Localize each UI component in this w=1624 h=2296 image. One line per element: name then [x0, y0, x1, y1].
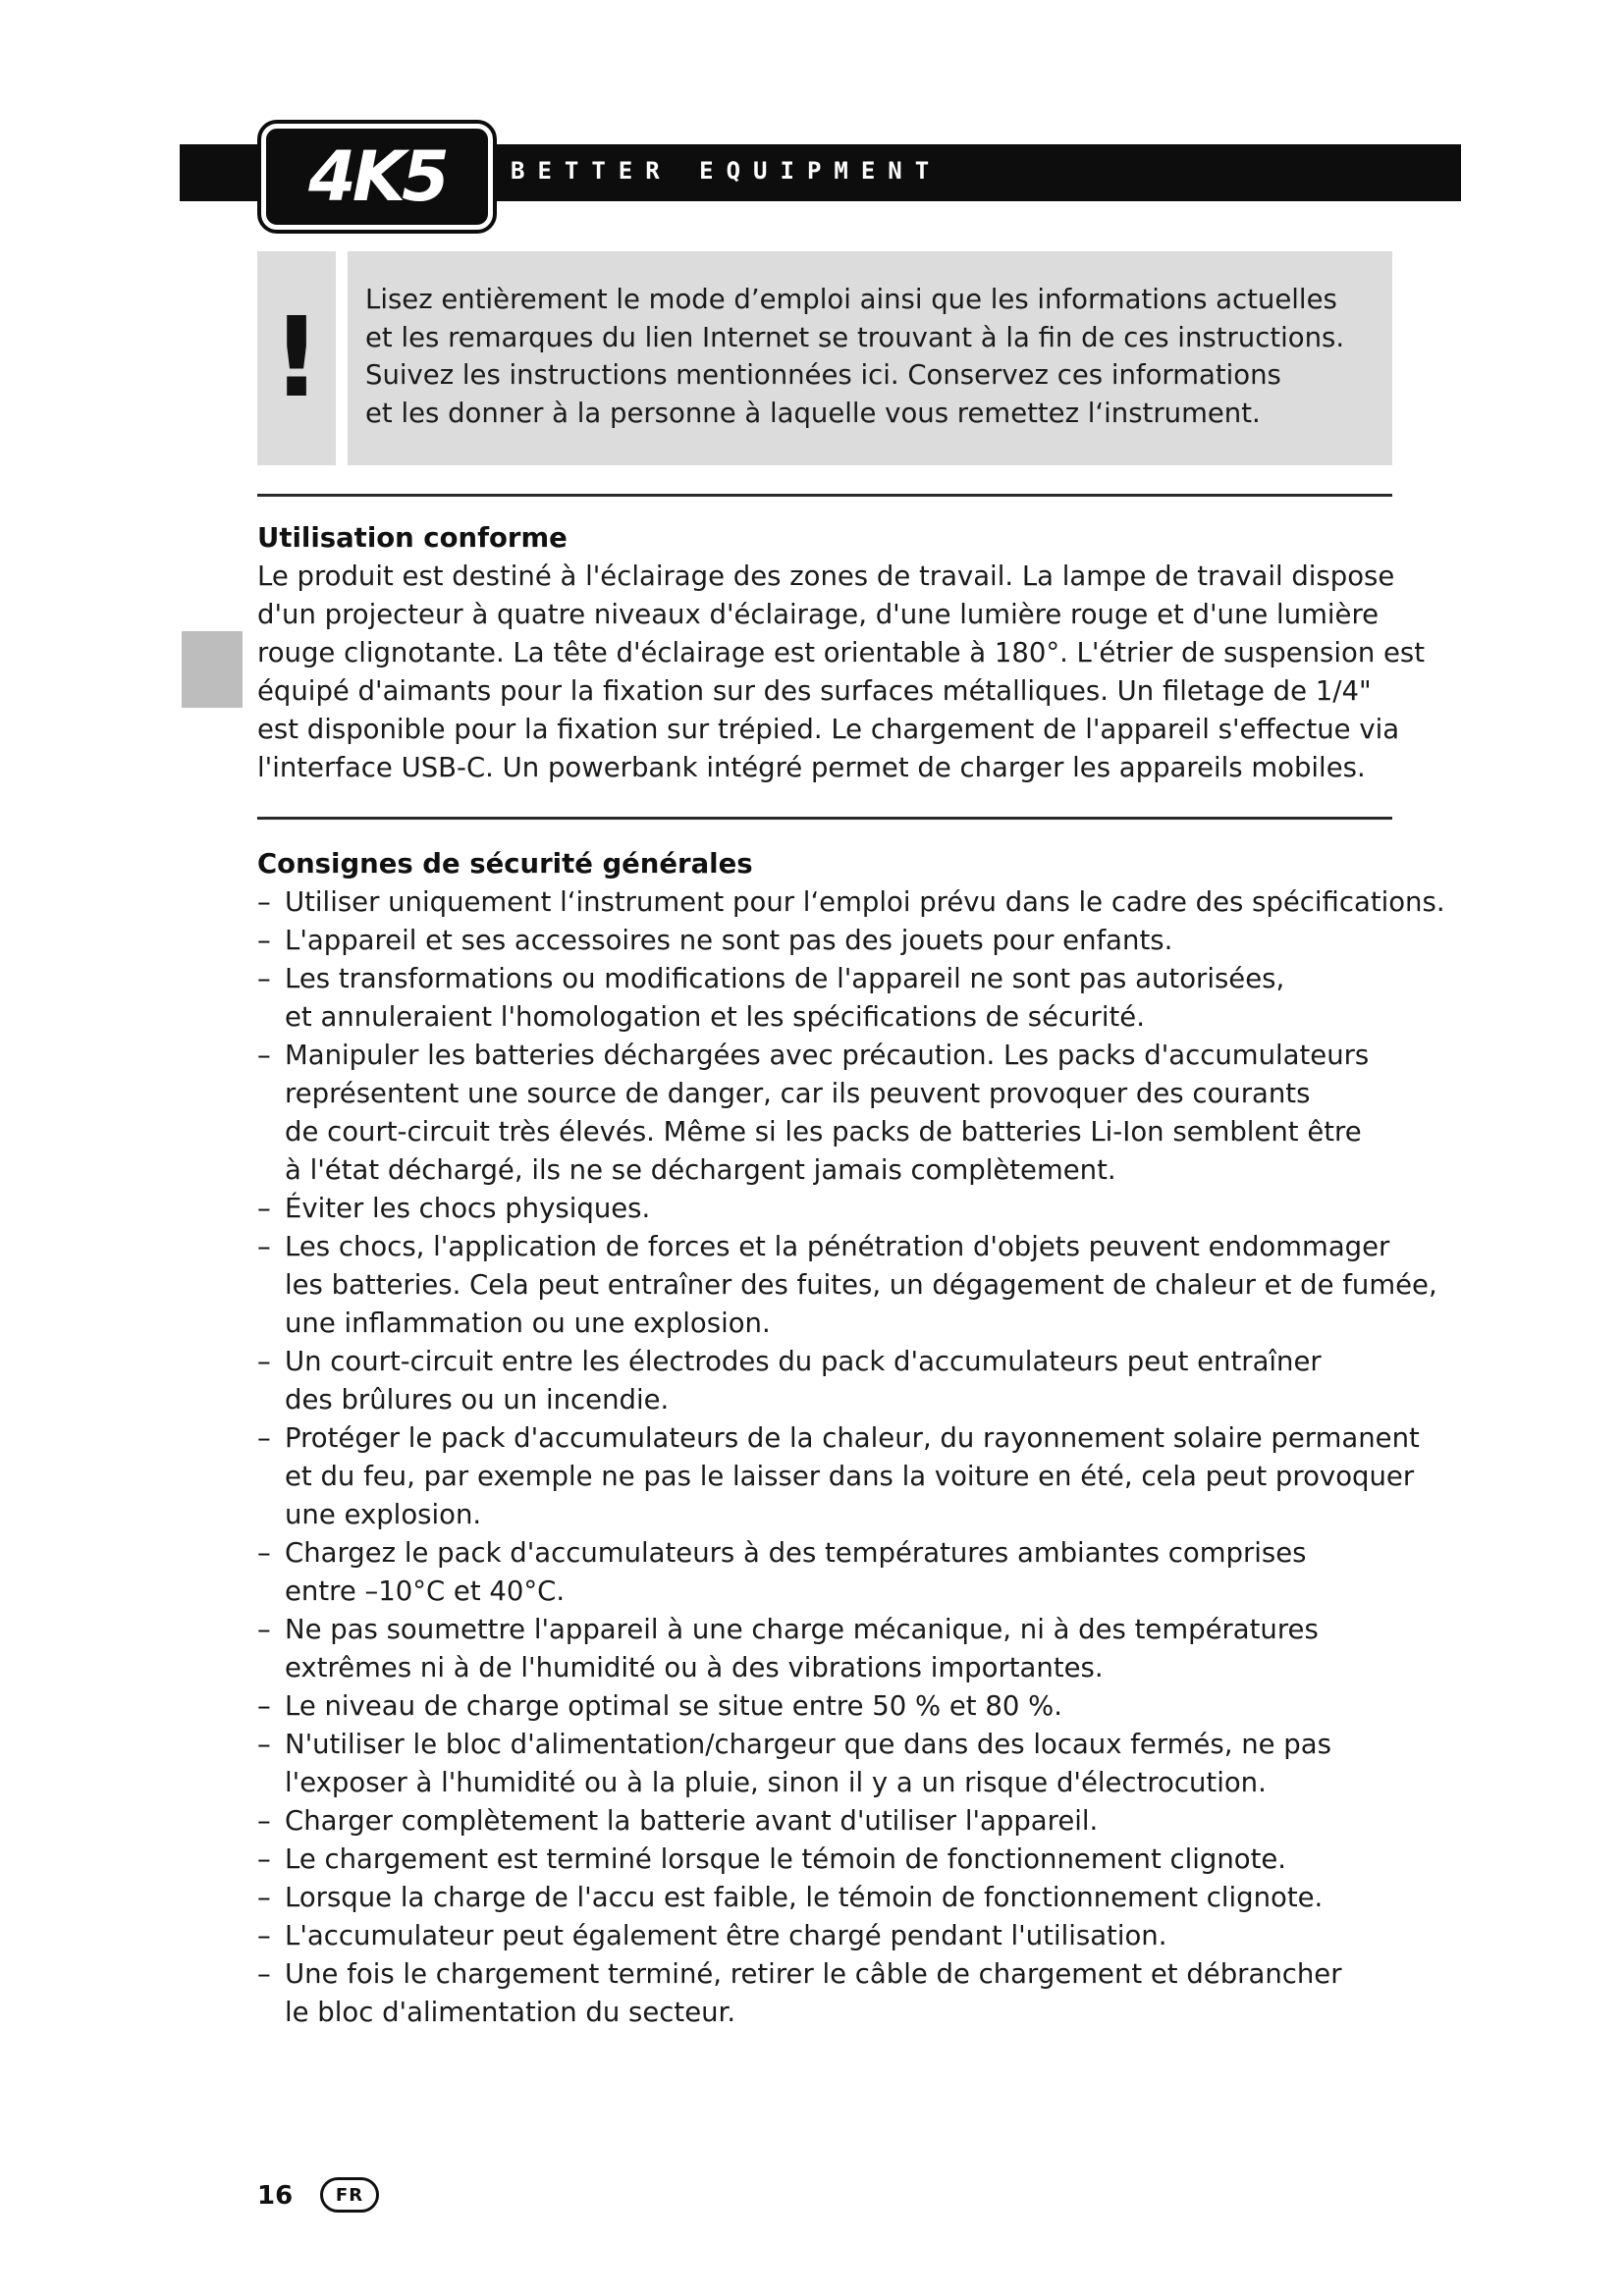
bullet-line: Le chargement est terminé lorsque le témoin de fonctionnement clignote.: [285, 1843, 1287, 1875]
bullet-dash-icon: –: [257, 963, 271, 994]
bullet-dash-icon: –: [257, 1193, 271, 1224]
bullet-line: une explosion.: [285, 1499, 482, 1530]
bullet-line: le bloc d'alimentation du secteur.: [285, 1997, 736, 2028]
bullet-line: l'exposer à l'humidité ou à la pluie, sinon il y a un risque d'électrocution.: [285, 1767, 1267, 1798]
bullet-dash-icon: –: [257, 1805, 271, 1837]
bullet-line: N'utiliser le bloc d'alimentation/chargeur que dans des locaux fermés, ne pas: [285, 1729, 1331, 1760]
bullet-dash-icon: –: [257, 1958, 271, 1990]
bullet-line: Protéger le pack d'accumulateurs de la chaleur, du rayonnement solaire permanent: [285, 1422, 1420, 1454]
safety-bullet-item: [257, 1726, 1416, 1802]
bullet-line: Chargez le pack d'accumulateurs à des températures ambiantes comprises: [285, 1537, 1307, 1569]
bullet-dash-icon: –: [257, 1537, 271, 1569]
bullet-dash-icon: –: [257, 1843, 271, 1875]
warning-notice: [348, 251, 1392, 465]
language-code: FR: [335, 2184, 364, 2206]
safety-bullet-item: [257, 1228, 1437, 1343]
safety-bullet-item: [257, 1687, 1416, 1726]
bullet-dash-icon: –: [257, 1346, 271, 1377]
paragraph-line: l'interface USB-C. Un powerbank intégré permet de charger les appareils mobiles.: [257, 752, 1366, 783]
bullet-line: L'appareil et ses accessoires ne sont pas des jouets pour enfants.: [285, 925, 1173, 956]
warning-icon-panel: [257, 251, 336, 465]
safety-bullet-item: [257, 1802, 1416, 1841]
bullet-dash-icon: –: [257, 1920, 271, 1951]
safety-bullet-item: [257, 922, 1416, 960]
bullet-line: et annuleraient l'homologation et les spécifications de sécurité.: [285, 1001, 1145, 1033]
safety-bullet-item: [257, 1917, 1416, 1955]
paragraph-line: rouge clignotante. La tête d'éclairage est orientable à 180°. L'étrier de suspension est: [257, 637, 1426, 668]
bullet-line: Éviter les chocs physiques.: [285, 1193, 651, 1224]
paragraph-line: équipé d'aimants pour la fixation sur des surfaces métalliques. Un filetage de 1/4": [257, 675, 1372, 707]
bullet-line: représentent une source de danger, car ils peuvent provoquer des courants: [285, 1078, 1311, 1109]
safety-bullet-item: [257, 1419, 1420, 1534]
bullet-line: Un court-circuit entre les électrodes du pack d'accumulateurs peut entraîner: [285, 1346, 1322, 1377]
page-number: 16: [257, 2181, 294, 2211]
exclamation-icon: !: [271, 294, 322, 422]
brand-tagline: BETTER EQUIPMENT: [511, 157, 943, 185]
bullet-line: Ne pas soumettre l'appareil à une charge mécanique, ni à des températures: [285, 1614, 1319, 1645]
bullet-line: Une fois le chargement terminé, retirer le câble de chargement et débrancher: [285, 1958, 1342, 1990]
chapter-side-tab: [182, 631, 243, 708]
bullet-line: et du feu, par exemple ne pas le laisser dans la voiture en été, cela peut provoquer: [285, 1461, 1415, 1492]
paragraph-line: est disponible pour la fixation sur trépied. Le chargement de l'appareil s'effectue via: [257, 714, 1400, 745]
bullet-line: Lorsque la charge de l'accu est faible, le témoin de fonctionnement clignote.: [285, 1882, 1324, 1913]
bullet-line: les batteries. Cela peut entraîner des fuites, un dégagement de chaleur et de fumée,: [285, 1269, 1437, 1301]
bullet-line: des brûlures ou un incendie.: [285, 1384, 670, 1415]
bullet-line: entre –10°C et 40°C.: [285, 1575, 566, 1607]
bullet-dash-icon: –: [257, 886, 271, 918]
bullet-dash-icon: –: [257, 925, 271, 956]
section-heading: Consignes de sécurité générales: [257, 848, 753, 880]
section-divider: [257, 817, 1392, 820]
bullet-dash-icon: –: [257, 1422, 271, 1454]
bullet-dash-icon: –: [257, 1040, 271, 1071]
section-heading: Utilisation conforme: [257, 522, 568, 554]
section-intended-use: [257, 518, 1426, 787]
bullet-dash-icon: –: [257, 1882, 271, 1913]
bullet-dash-icon: –: [257, 1231, 271, 1262]
safety-bullet-item: [257, 883, 1445, 922]
safety-bullet-item: [257, 1955, 1416, 2032]
safety-bullet-item: [257, 1534, 1416, 1611]
bullet-line: L'accumulateur peut également être chargé pendant l'utilisation.: [285, 1920, 1167, 1951]
safety-bullet-item: [257, 1841, 1416, 1879]
section-safety: [257, 844, 1445, 2032]
warning-line: et les donner à la personne à laquelle vous remettez l‘instrument.: [365, 397, 1261, 429]
safety-bullet-item: [257, 1343, 1416, 1419]
paragraph-line: d'un projecteur à quatre niveaux d'éclairage, d'une lumière rouge et d'une lumière: [257, 599, 1380, 630]
bullet-line: Les chocs, l'application de forces et la pénétration d'objets peuvent endommager: [285, 1231, 1390, 1262]
safety-bullet-item: [257, 1879, 1416, 1917]
safety-bullet-item: [257, 1611, 1416, 1687]
brand-logo-text: 4K5: [308, 136, 446, 217]
safety-bullet-list: [257, 883, 1445, 2032]
warning-line: et les remarques du lien Internet se trouvant à la fin de ces instructions.: [365, 321, 1345, 353]
bullet-dash-icon: –: [257, 1729, 271, 1760]
section-divider: [257, 494, 1392, 497]
bullet-line: Manipuler les batteries déchargées avec précaution. Les packs d'accumulateurs: [285, 1040, 1370, 1071]
paragraph-line: Le produit est destiné à l'éclairage des zones de travail. La lampe de travail dispose: [257, 561, 1395, 592]
bullet-line: Les transformations ou modifications de l'appareil ne sont pas autorisées,: [285, 963, 1285, 994]
warning-line: Suivez les instructions mentionnées ici. Conservez ces informations: [365, 359, 1281, 391]
warning-line: Lisez entièrement le mode d’emploi ainsi que les informations actuelles: [365, 284, 1337, 315]
bullet-line: une inflammation ou une explosion.: [285, 1308, 771, 1339]
bullet-line: de court-circuit très élevés. Même si les packs de batteries Li-Ion semblent être: [285, 1116, 1362, 1148]
safety-bullet-item: [257, 1037, 1416, 1190]
safety-bullet-item: [257, 1190, 1416, 1228]
bullet-line: à l'état déchargé, ils ne se déchargent jamais complètement.: [285, 1154, 1116, 1186]
bullet-line: extrêmes ni à de l'humidité ou à des vibrations importantes.: [285, 1652, 1104, 1683]
bullet-dash-icon: –: [257, 1690, 271, 1722]
safety-bullet-item: [257, 960, 1416, 1037]
bullet-line: Charger complètement la batterie avant d'utiliser l'appareil.: [285, 1805, 1099, 1837]
language-badge: [320, 2177, 379, 2213]
brand-logo: [261, 124, 493, 230]
bullet-dash-icon: –: [257, 1614, 271, 1645]
bullet-line: Le niveau de charge optimal se situe entre 50 % et 80 %.: [285, 1690, 1062, 1722]
bullet-line: Utiliser uniquement l‘instrument pour l‘emploi prévu dans le cadre des spécifications.: [285, 886, 1445, 918]
